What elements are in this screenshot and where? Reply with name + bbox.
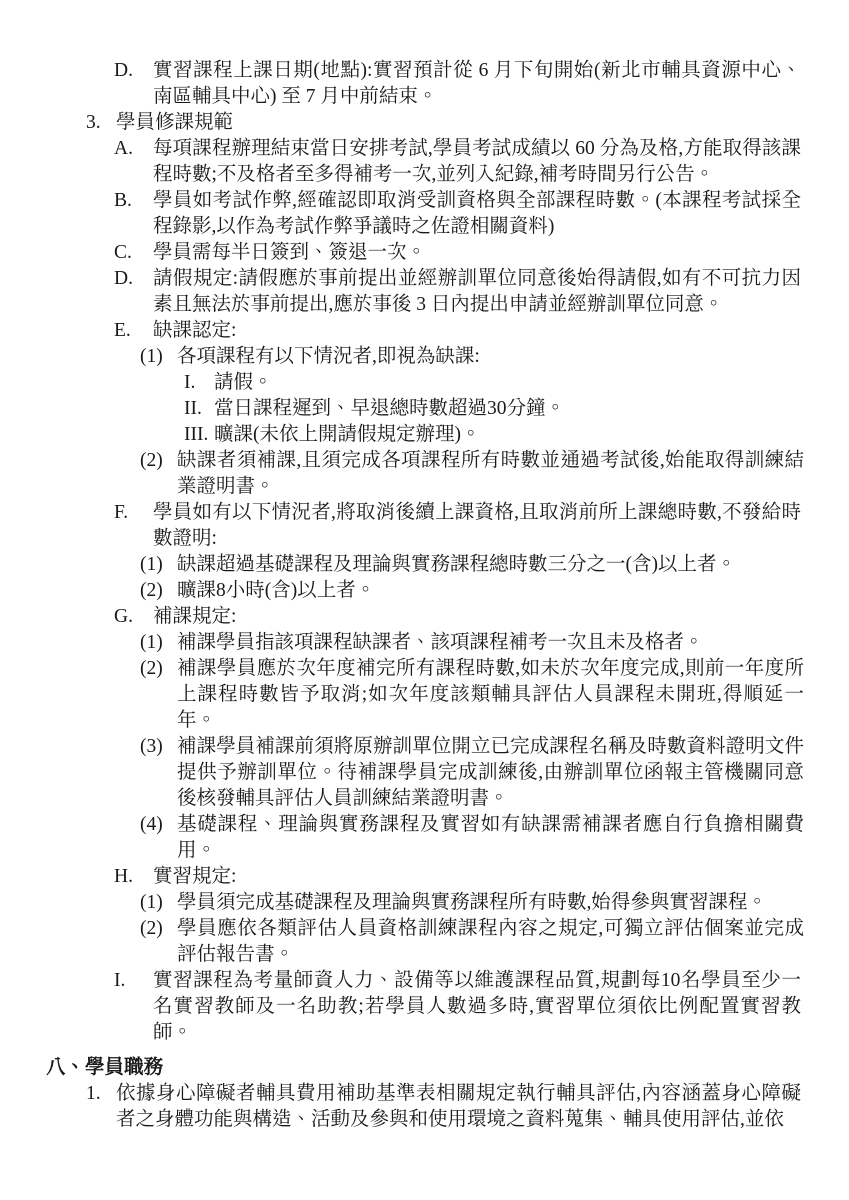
paragraph-text: 缺課認定:	[153, 320, 237, 341]
list-marker: I.	[184, 372, 196, 393]
paragraph-text: 實習課程上課日期(地點):實習預計從 6 月下旬開始(新北市輔具資源中心、南區輔具中心) 至 7 月中前結束。	[153, 60, 801, 107]
doc-paragraph	[46, 318, 801, 344]
doc-paragraph	[46, 1081, 801, 1133]
doc-paragraph	[46, 136, 801, 188]
list-marker: F.	[114, 502, 129, 523]
doc-paragraph	[46, 890, 804, 916]
list-marker: (2)	[140, 450, 163, 471]
paragraph-text: 補課規定:	[153, 606, 237, 627]
list-marker: C.	[114, 242, 132, 263]
paragraph-text: 補課學員應於次年度補完所有課程時數,如未於次年度完成,則前一年度所上課程時數皆予取消;如次年度該類輔具評估人員課程未開班,得順延一年。	[177, 658, 804, 731]
doc-paragraph	[46, 812, 804, 864]
doc-paragraph	[46, 370, 801, 396]
paragraph-text: 學員修課規範	[116, 112, 234, 133]
paragraph-text: 學員如有以下情況者,將取消後續上課資格,且取消前所上課總時數,不發給時數證明:	[153, 502, 801, 549]
paragraph-text: 學員需每半日簽到、簽退一次。	[153, 242, 427, 263]
doc-paragraph	[46, 1055, 801, 1081]
doc-paragraph	[46, 500, 801, 552]
list-marker: (1)	[140, 892, 163, 913]
doc-paragraph	[46, 604, 801, 630]
paragraph-text: 請假。	[214, 372, 273, 393]
list-marker: H.	[114, 866, 133, 887]
doc-paragraph	[46, 656, 804, 734]
list-marker: G.	[114, 606, 133, 627]
paragraph-text: 補課學員指該項課程缺課者、該項課程補考一次且未及格者。	[177, 632, 704, 653]
paragraph-text: 學員須完成基礎課程及理論與實務課程所有時數,始得參與實習課程。	[177, 892, 767, 913]
paragraph-text: 補課學員補課前須將原辦訓單位開立已完成課程名稱及時數資料證明文件提供予辦訓單位。待補課學員完成訓練後,由辦訓單位函報主管機關同意後核發輔具評估人員訓練結業證明書。	[177, 736, 804, 809]
list-marker: (2)	[140, 658, 163, 679]
list-marker: D.	[114, 60, 133, 81]
paragraph-text: 學員如考試作弊,經確認即取消受訓資格與全部課程時數。(本課程考試採全程錄影,以作為考試作弊爭議時之佐證相關資料)	[153, 190, 801, 237]
doc-paragraph	[46, 448, 804, 500]
doc-paragraph	[46, 422, 801, 448]
paragraph-text: 學員職務	[85, 1057, 164, 1078]
paragraph-text: 學員應依各類評估人員資格訓練課程內容之規定,可獨立評估個案並完成評估報告書。	[177, 918, 804, 965]
list-marker: A.	[114, 138, 133, 159]
list-marker: (1)	[140, 346, 163, 367]
doc-paragraph	[46, 864, 801, 890]
list-marker: (1)	[140, 632, 163, 653]
doc-paragraph	[46, 188, 801, 240]
doc-paragraph	[46, 396, 801, 422]
list-marker: D.	[114, 268, 133, 289]
paragraph-text: 曠課8小時(含)以上者。	[177, 580, 376, 601]
paragraph-text: 缺課者須補課,且須完成各項課程所有時數並通過考試後,始能取得訓練結業證明書。	[177, 450, 804, 497]
doc-paragraph	[46, 578, 804, 604]
doc-paragraph	[46, 58, 801, 110]
doc-paragraph	[46, 344, 804, 370]
list-marker: (3)	[140, 736, 163, 757]
list-marker: (2)	[140, 918, 163, 939]
paragraph-text: 實習課程為考量師資人力、設備等以維護課程品質,規劃每10名學員至少一名實習教師及一名助教;若學員人數過多時,實習單位須依比例配置實習教師。	[153, 970, 801, 1043]
paragraph-text: 實習規定:	[153, 866, 237, 887]
list-marker: 八、	[46, 1057, 86, 1078]
list-marker: (2)	[140, 580, 163, 601]
doc-paragraph	[46, 266, 801, 318]
list-marker: (4)	[140, 814, 163, 835]
paragraph-text: 曠課(未依上開請假規定辦理)。	[214, 424, 481, 445]
list-marker: I.	[114, 970, 126, 991]
list-marker: B.	[114, 190, 132, 211]
paragraph-text: 依據身心障礙者輔具費用補助基準表相關規定執行輔具評估,內容涵蓋身心障礙者之身體功能與構造、活動及參與和使用環境之資料蒐集、輔具使用評估,並依	[116, 1083, 801, 1130]
paragraph-text: 缺課超過基礎課程及理論與實務課程總時數三分之一(含)以上者。	[177, 554, 736, 575]
doc-paragraph	[46, 916, 804, 968]
doc-paragraph	[46, 630, 804, 656]
paragraph-text: 基礎課程、理論與實務課程及實習如有缺課需補課者應自行負擔相關費用。	[177, 814, 804, 861]
list-marker: 1.	[86, 1083, 101, 1104]
paragraph-text: 每項課程辦理結束當日安排考試,學員考試成績以 60 分為及格,方能取得該課程時數;不及格者至多得補考一次,並列入紀錄,補考時間另行公告。	[153, 138, 801, 185]
doc-paragraph	[46, 968, 801, 1046]
paragraph-text: 當日課程遲到、早退總時數超過30分鐘。	[214, 398, 566, 419]
doc-paragraph	[46, 240, 801, 266]
list-marker: (1)	[140, 554, 163, 575]
paragraph-text: 請假規定:請假應於事前提出並經辦訓單位同意後始得請假,如有不可抗力因素且無法於事前提出,應於事後 3 日內提出申請並經辦訓單位同意。	[153, 268, 801, 315]
paragraph-text: 各項課程有以下情況者,即視為缺課:	[177, 346, 480, 367]
list-marker: II.	[184, 398, 202, 419]
list-marker: 3.	[86, 112, 101, 133]
doc-paragraph	[46, 552, 804, 578]
list-marker: III.	[184, 424, 209, 445]
doc-paragraph	[46, 734, 804, 812]
doc-paragraph	[46, 110, 801, 136]
list-marker: E.	[114, 320, 131, 341]
